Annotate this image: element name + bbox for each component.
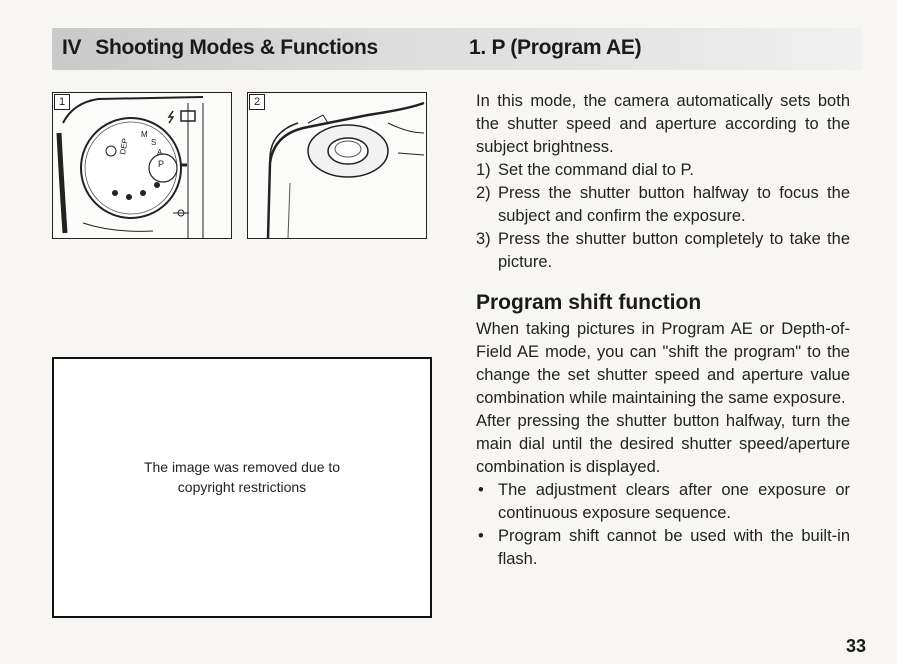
figure-shutter-button xyxy=(247,92,427,239)
bullet-text: The adjustment clears after one exposure or continuous exposure sequence. xyxy=(498,481,850,522)
intro-paragraph: In this mode, the camera automatically sets both the shutter speed and aperture according to the subject brightness. xyxy=(476,92,850,156)
step-item xyxy=(476,159,850,182)
dial-label-a: A xyxy=(157,148,163,157)
dial-label-s: S xyxy=(151,138,157,147)
figure-number-1: 1 xyxy=(54,94,70,110)
step-text: Press the shutter button completely to take the picture. xyxy=(498,230,850,271)
bullet-icon: • xyxy=(478,527,484,545)
shutter-button-illustration xyxy=(248,93,426,238)
removed-image-placeholder xyxy=(52,357,432,618)
dial-label-m: M xyxy=(141,130,148,139)
figure-mode-dial xyxy=(52,92,232,239)
page-number: 33 xyxy=(846,636,867,656)
step-text: Press the shutter button halfway to focus the subject and confirm the exposure. xyxy=(498,184,850,225)
dial-label-dep: DEP xyxy=(118,137,130,156)
step-item xyxy=(476,182,850,228)
chapter-number: IV xyxy=(62,36,82,59)
step-item xyxy=(476,228,850,274)
removed-image-notice xyxy=(54,457,430,497)
bullet-text: Program shift cannot be used with the built-in flash. xyxy=(498,527,850,568)
step-number: 1) xyxy=(476,161,491,179)
removed-notice-line1: The image was removed due to xyxy=(143,459,341,475)
mode-dial-illustration xyxy=(53,93,231,238)
figure-number-2: 2 xyxy=(249,94,265,110)
dial-label-p: P xyxy=(158,159,165,169)
chapter-title xyxy=(62,36,378,60)
step-number: 2) xyxy=(476,184,491,202)
bullet-icon: • xyxy=(478,481,484,499)
chapter-title-text: Shooting Modes & Functions xyxy=(95,36,378,59)
program-shift-paragraph-1: When taking pictures in Program AE or Depth-of-Field AE mode, you can "shift the program" to the change the set shutter speed and aperture value combination while maintaining the same exposure. xyxy=(476,320,850,407)
body-text-column xyxy=(476,90,850,571)
step-number: 3) xyxy=(476,230,491,248)
section-title: 1. P (Program AE) xyxy=(469,36,642,59)
bullet-item xyxy=(476,525,850,571)
program-shift-paragraph-2: After pressing the shutter button halfway, turn the main dial until the desired shutter speed/aperture combination is displayed. xyxy=(476,412,850,476)
removed-notice-line2: copyright restrictions xyxy=(177,479,307,495)
program-shift-heading: Program shift function xyxy=(476,291,702,314)
step-text: Set the command dial to P. xyxy=(498,161,694,179)
bullet-item xyxy=(476,479,850,525)
